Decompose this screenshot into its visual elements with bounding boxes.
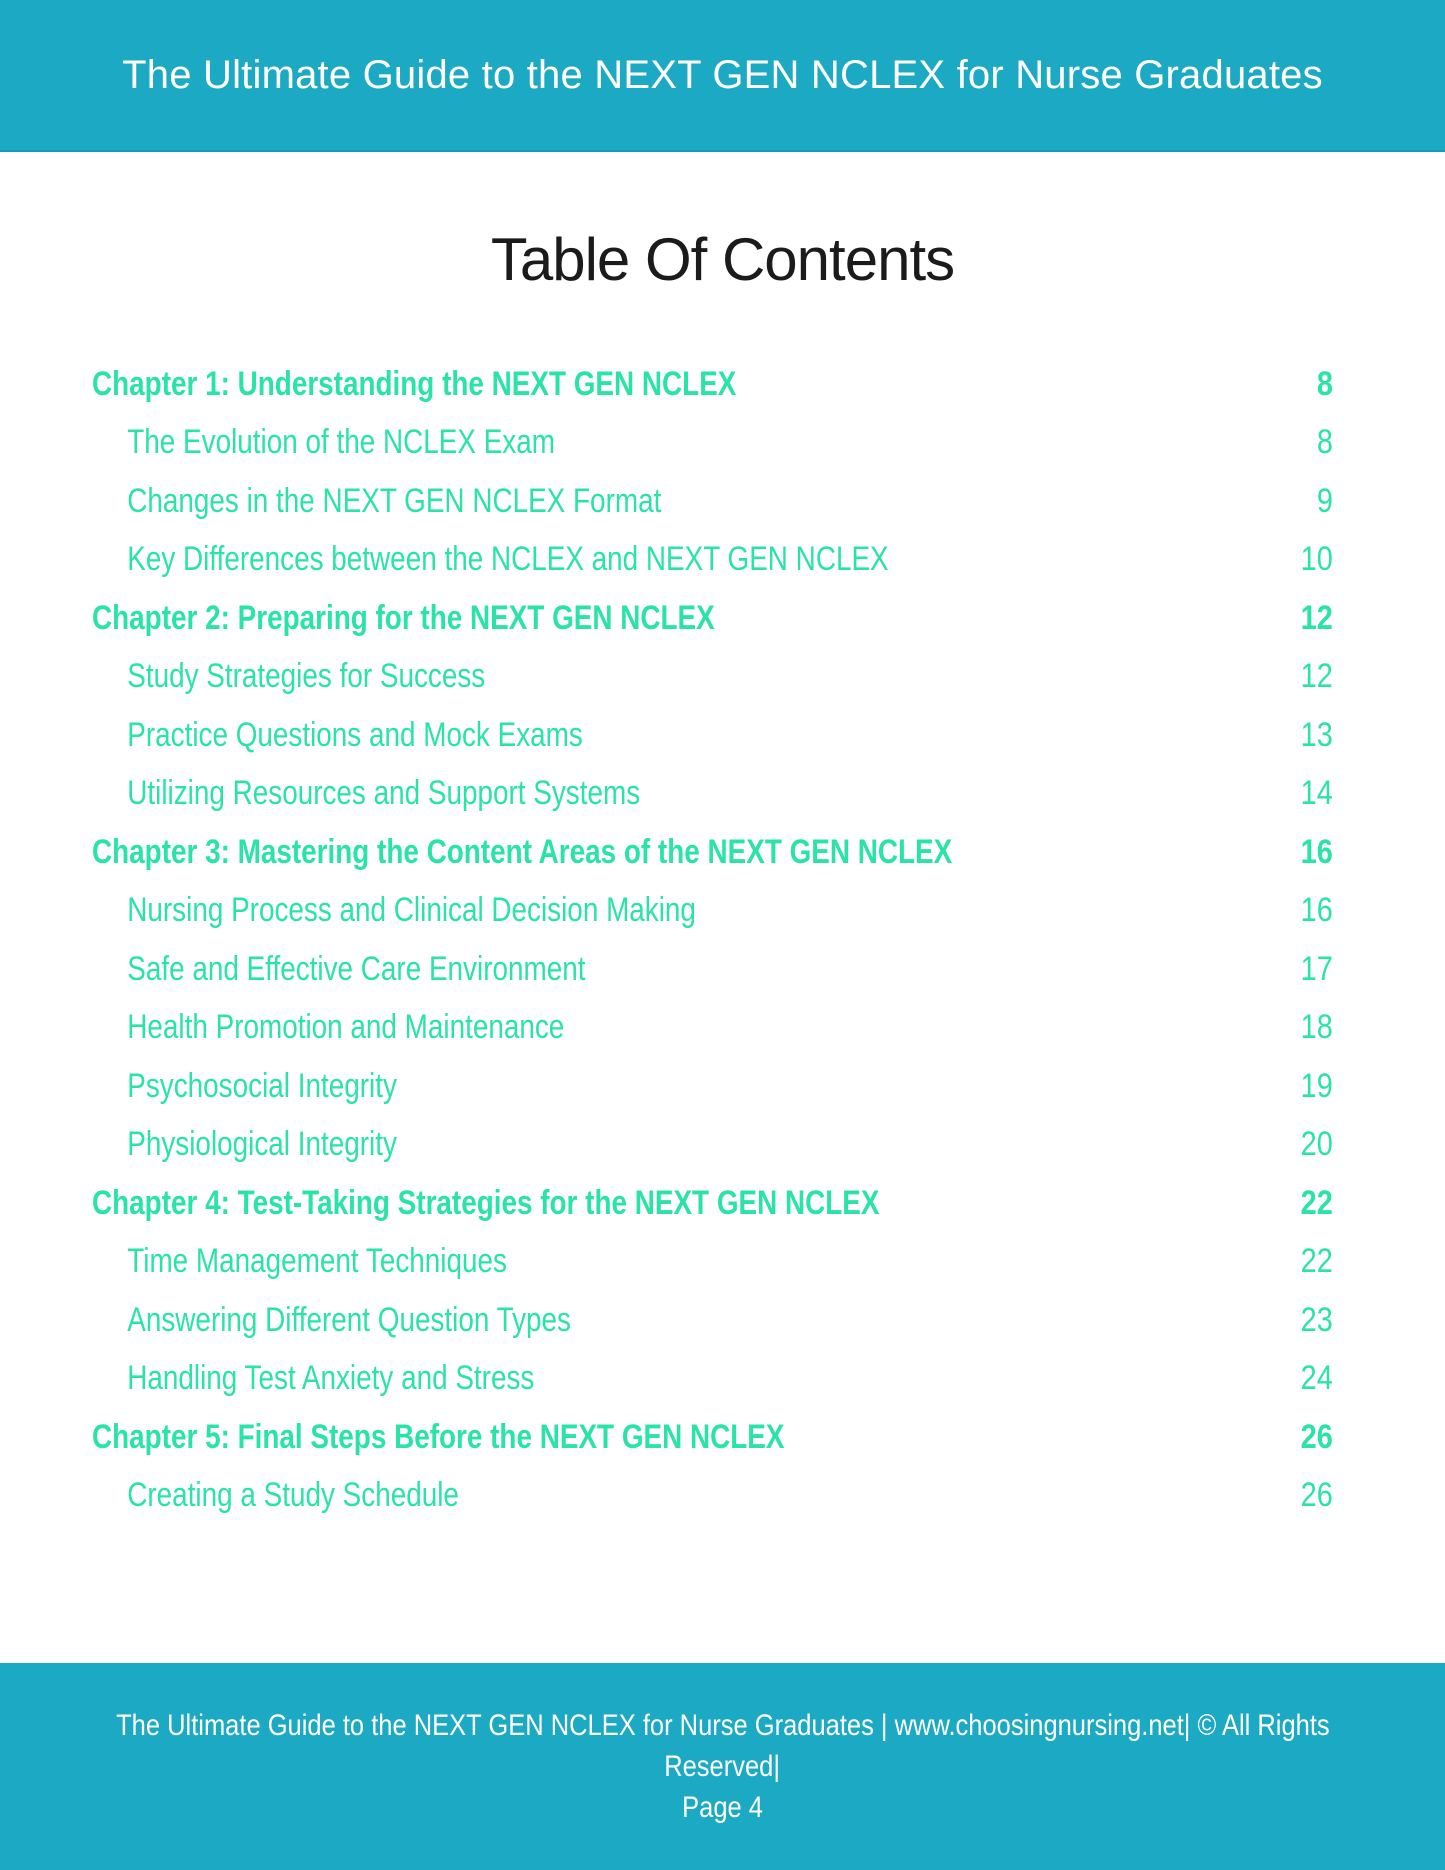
toc-entry[interactable] [92, 1116, 1333, 1175]
toc-entry-label: Answering Different Question Types [127, 1300, 572, 1339]
toc-entry-label: Creating a Study Schedule [127, 1476, 459, 1515]
footer-text: The Ultimate Guide to the NEXT GEN NCLEX for Nurse Graduates | www.choosingnursing.net| © All Rights [115, 1709, 1330, 1742]
toc-entry-label: Chapter 2: Preparing for the NEXT GEN NCLEX [92, 598, 715, 637]
toc-entry[interactable] [92, 414, 1333, 473]
toc-entry[interactable] [92, 1291, 1333, 1350]
toc-entry-page: 22 [1300, 1183, 1333, 1222]
toc-entry[interactable] [92, 531, 1333, 590]
footer-bar [0, 1663, 1445, 1870]
toc-entry-label: Practice Questions and Mock Exams [127, 715, 583, 754]
toc-entry-page: 26 [1300, 1417, 1333, 1456]
toc-entry-label: Chapter 3: Mastering the Content Areas of the NEXT GEN NCLEX [92, 832, 953, 871]
toc-entry[interactable] [92, 355, 1333, 414]
toc-entry-page: 9 [1316, 481, 1333, 520]
toc-entry-label: Key Differences between the NCLEX and NEXT GEN NCLEX [127, 540, 889, 579]
footer-line-1 [0, 1705, 1445, 1746]
header-bar [0, 0, 1445, 152]
page-title: Table Of Contents [490, 226, 955, 293]
toc-entry[interactable] [92, 940, 1333, 999]
toc-entry-label: Handling Test Anxiety and Stress [127, 1359, 535, 1398]
toc-entry-label: Physiological Integrity [127, 1125, 397, 1164]
toc-entry-page: 8 [1316, 364, 1333, 403]
toc-entry[interactable] [92, 1174, 1333, 1233]
toc-entry[interactable] [92, 1467, 1333, 1526]
toc-entry-page: 16 [1300, 832, 1333, 871]
toc-entry[interactable] [92, 765, 1333, 824]
toc-entry-page: 18 [1300, 1008, 1333, 1047]
toc-entry[interactable] [92, 1233, 1333, 1292]
toc-entry-page: 12 [1300, 598, 1333, 637]
toc-entry-label: Psychosocial Integrity [127, 1066, 397, 1105]
toc-entry[interactable] [92, 589, 1333, 648]
table-of-contents [92, 355, 1333, 1525]
toc-entry-page: 13 [1300, 715, 1333, 754]
footer-text: Page 4 [682, 1791, 763, 1824]
toc-entry-label: Safe and Effective Care Environment [127, 949, 586, 988]
toc-entry-label: Changes in the NEXT GEN NCLEX Format [127, 481, 662, 520]
toc-entry-label: The Evolution of the NCLEX Exam [127, 423, 555, 462]
toc-entry[interactable] [92, 882, 1333, 941]
toc-entry-page: 19 [1300, 1066, 1333, 1105]
toc-entry-page: 26 [1300, 1476, 1333, 1515]
toc-entry-label: Chapter 5: Final Steps Before the NEXT GEN NCLEX [92, 1417, 785, 1456]
toc-entry-page: 16 [1300, 891, 1333, 930]
toc-entry-label: Health Promotion and Maintenance [127, 1008, 565, 1047]
toc-entry[interactable] [92, 823, 1333, 882]
toc-entry[interactable] [92, 1350, 1333, 1409]
toc-entry-page: 12 [1300, 657, 1333, 696]
toc-entry-label: Time Management Techniques [127, 1242, 507, 1281]
toc-entry[interactable] [92, 706, 1333, 765]
toc-entry[interactable] [92, 472, 1333, 531]
toc-entry-page: 14 [1300, 774, 1333, 813]
toc-entry[interactable] [92, 648, 1333, 707]
toc-entry-label: Study Strategies for Success [127, 657, 486, 696]
toc-entry-page: 8 [1316, 423, 1333, 462]
toc-entry-label: Utilizing Resources and Support Systems [127, 774, 641, 813]
toc-entry[interactable] [92, 1408, 1333, 1467]
toc-entry-page: 24 [1300, 1359, 1333, 1398]
toc-entry-label: Chapter 4: Test-Taking Strategies for the NEXT GEN NCLEX [92, 1183, 880, 1222]
toc-entry-page: 22 [1300, 1242, 1333, 1281]
toc-entry-page: 23 [1300, 1300, 1333, 1339]
toc-entry-label: Nursing Process and Clinical Decision Making [127, 891, 696, 930]
toc-entry-page: 20 [1300, 1125, 1333, 1164]
header-title: The Ultimate Guide to the NEXT GEN NCLEX for Nurse Graduates [122, 52, 1323, 97]
toc-entry[interactable] [92, 999, 1333, 1058]
toc-entry-page: 17 [1300, 949, 1333, 988]
toc-entry-label: Chapter 1: Understanding the NEXT GEN NCLEX [92, 364, 737, 403]
footer-text: Reserved| [664, 1750, 781, 1783]
footer-page-number [0, 1787, 1445, 1828]
footer-line-2 [0, 1746, 1445, 1787]
toc-entry-page: 10 [1300, 540, 1333, 579]
toc-entry[interactable] [92, 1057, 1333, 1116]
